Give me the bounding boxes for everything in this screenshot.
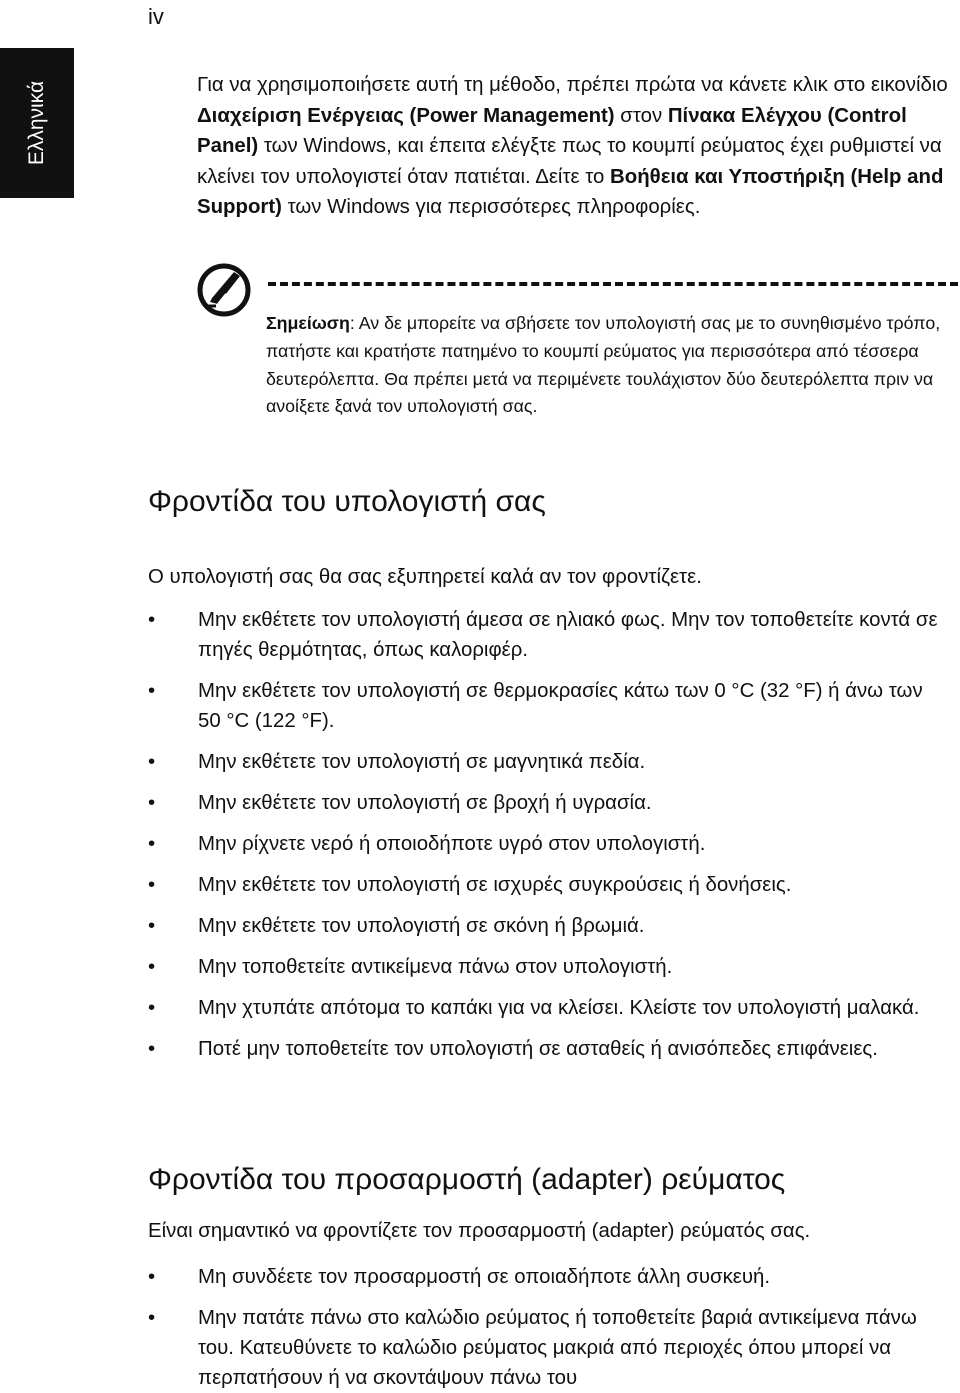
language-side-tab-label: Ελληνικά <box>25 80 48 166</box>
intro-text-1: Για να χρησιμοποιήσετε αυτή τη μέθοδο, πρέπει πρώτα να κάνετε κλικ στο εικονίδιο <box>197 74 948 96</box>
care-computer-heading: Φροντίδα του υπολογιστή σας <box>148 485 546 518</box>
bullet-icon: • <box>148 997 156 1019</box>
list-item <box>148 1262 948 1292</box>
intro-bold-control-panel: Πίνακα Ελέγχου (Control Panel) <box>197 104 907 157</box>
intro-text-4: των Windows για περισσότερες πληροφορίες. <box>281 196 701 218</box>
list-item-text: Ποτέ μην τοποθετείτε τον υπολογιστή σε ασταθείς ή ανισόπεδες επιφάνειες. <box>198 1038 878 1060</box>
list-item-text: Μην εκθέτετε τον υπολογιστή σε σκόνη ή βρωμιά. <box>198 915 645 937</box>
list-item <box>148 829 948 859</box>
note-body: : Αν δε μπορείτε να σβήσετε τον υπολογιστή σας με το συνηθισμένο τρόπο, πατήστε και κρατήστε πατημένο το κουμπί ρεύματος για περισσότερα από τέσσερα δευτερόλεπτα. Θα πρέπει μετά να περιμένετε τουλάχιστον δύο δευτερόλεπτα πριν να ανοίξετε ξανά τον υπολογιστή σας. <box>266 313 941 417</box>
list-item-text: Μην εκθέτετε τον υπολογιστή άμεσα σε ηλιακό φως. Μην τον τοποθετείτε κοντά σε πηγές θερμότητας, όπως καλοριφέρ. <box>198 609 938 661</box>
note-paragraph <box>266 310 946 421</box>
list-item-text: Μην πατάτε πάνω στο καλώδιο ρεύματος ή τοποθετείτε βαριά αντικείμενα πάνω του. Κατευθύνετε το καλώδιο ρεύματος μακριά από περιοχές όπου μπορεί να περπατήσουν ή να σκοντάψουν πάνω του <box>198 1307 917 1389</box>
note-label: Σημείωση <box>266 313 350 333</box>
note-dashed-divider <box>268 282 958 286</box>
list-item-text: Μη συνδέετε τον προσαρμοστή σε οποιαδήποτε άλλη συσκευή. <box>198 1266 771 1288</box>
list-item-text: Μην τοποθετείτε αντικείμενα πάνω στον υπολογιστή. <box>198 956 673 978</box>
bullet-icon: • <box>148 792 156 814</box>
list-item-text: Μην εκθέτετε τον υπολογιστή σε βροχή ή υγρασία. <box>198 792 652 814</box>
care-computer-lead: Ο υπολογιστή σας θα σας εξυπηρετεί καλά αν τον φροντίζετε. <box>148 566 702 588</box>
list-item <box>148 1034 948 1064</box>
list-item <box>148 605 948 665</box>
list-item <box>148 952 948 982</box>
list-item <box>148 870 948 900</box>
intro-text-2: στον <box>614 104 668 127</box>
intro-text-3: των Windows, και έπειτα ελέγξτε πως το κουμπί ρεύματος έχει ρυθμιστεί να κλείνει τον υπολογιστεί όταν πατιέται. Δείτε το <box>197 135 942 188</box>
intro-paragraph <box>197 70 953 223</box>
list-item <box>148 676 948 736</box>
intro-bold-help-support: Βοήθεια και Υποστήριξη (Help and Support) <box>197 165 944 218</box>
bullet-icon: • <box>148 833 156 855</box>
bullet-icon: • <box>148 609 156 631</box>
bullet-icon: • <box>148 751 156 773</box>
page-number: iv <box>148 4 164 29</box>
bullet-icon: • <box>148 874 156 896</box>
bullet-icon: • <box>148 1307 156 1329</box>
list-item <box>148 993 948 1023</box>
bullet-icon: • <box>148 680 156 702</box>
list-item <box>148 911 948 941</box>
note-pen-icon <box>196 262 252 318</box>
bullet-icon: • <box>148 956 156 978</box>
language-side-tab <box>0 48 74 198</box>
list-item-text: Μην εκθέτετε τον υπολογιστή σε μαγνητικά πεδία. <box>198 751 646 773</box>
bullet-icon: • <box>148 915 156 937</box>
list-item-text: Μην εκθέτετε τον υπολογιστή σε θερμοκρασίες κάτω των 0 °C (32 °F) ή άνω των 50 °C (122 °F). <box>198 680 923 732</box>
list-item-text: Μην εκθέτετε τον υπολογιστή σε ισχυρές συγκρούσεις ή δονήσεις. <box>198 874 792 896</box>
care-adapter-list <box>148 1262 948 1393</box>
list-item-text: Μην χτυπάτε απότομα το καπάκι για να κλείσει. Κλείστε τον υπολογιστή μαλακά. <box>198 997 920 1019</box>
list-item <box>148 747 948 777</box>
bullet-icon: • <box>148 1038 156 1060</box>
list-item <box>148 788 948 818</box>
list-item <box>148 1303 948 1393</box>
bullet-icon: • <box>148 1266 156 1288</box>
list-item-text: Μην ρίχνετε νερό ή οποιοδήποτε υγρό στον υπολογιστή. <box>198 833 706 855</box>
care-adapter-heading: Φροντίδα του προσαρμοστή (adapter) ρεύματος <box>148 1163 786 1196</box>
care-computer-list <box>148 605 948 1064</box>
care-adapter-lead: Είναι σημαντικό να φροντίζετε τον προσαρμοστή (adapter) ρεύματός σας. <box>148 1220 811 1242</box>
intro-bold-power-management: Διαχείριση Ενέργειας (Power Management) <box>197 104 615 127</box>
